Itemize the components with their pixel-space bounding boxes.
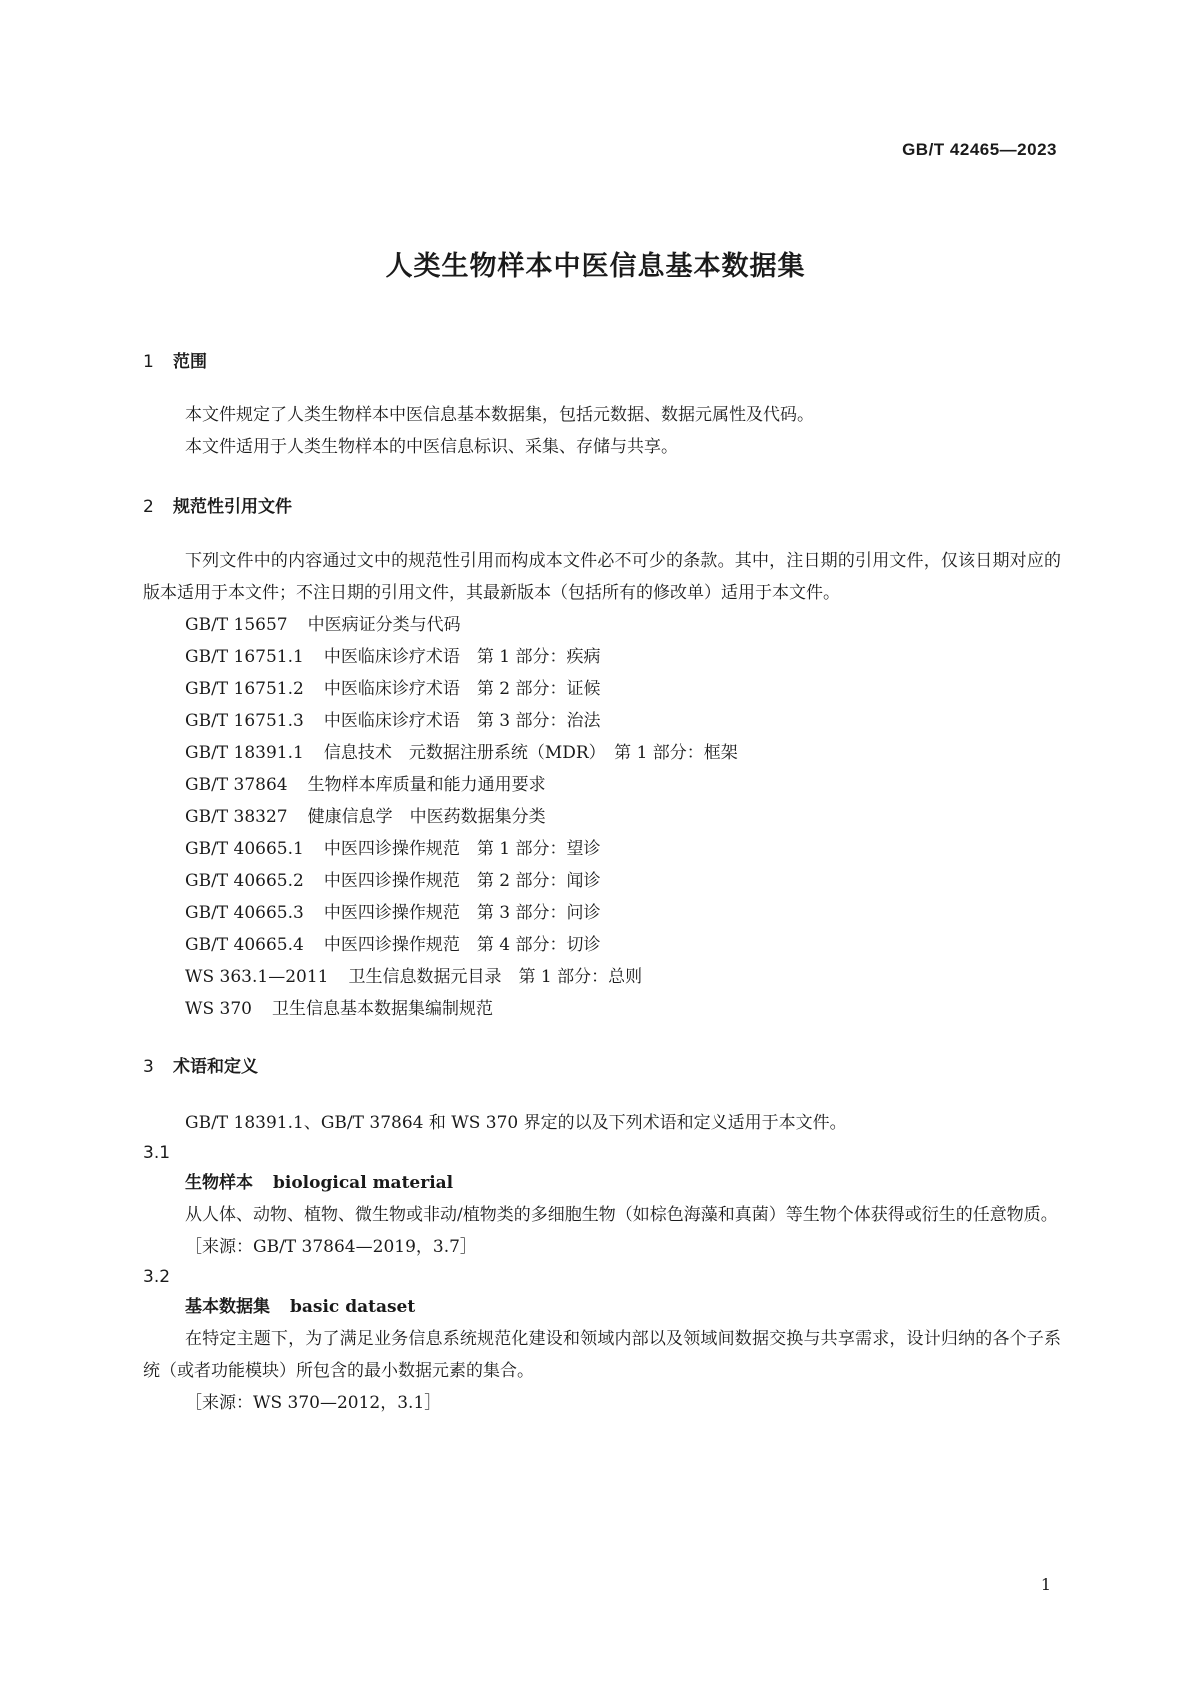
reference-code: GB/T 15657: [185, 615, 288, 635]
section-number: 1: [143, 352, 154, 372]
term-definition: 在特定主题下，为了满足业务信息系统规范化建设和领域内部以及领域间数据交换与共享需求，设计归纳的各个子系统（或者功能模块）所包含的最小数据元素的集合。: [143, 1329, 1061, 1381]
reference-item: [143, 641, 1061, 673]
reference-item: [143, 705, 1061, 737]
term-number: 3.2: [143, 1267, 171, 1287]
term-number: 3.1: [143, 1143, 171, 1163]
section-heading-scope: [143, 350, 1061, 374]
reference-title: 中医临床诊疗术语 第 3 部分：治法: [323, 711, 601, 731]
section-heading-normative: [143, 495, 1061, 519]
reference-title: 生物样本库质量和能力通用要求: [307, 775, 546, 795]
reference-code: GB/T 16751.2: [185, 679, 304, 699]
reference-title: 中医四诊操作规范 第 2 部分：闻诊: [323, 871, 601, 891]
reference-code: GB/T 16751.3: [185, 711, 304, 731]
reference-item: [143, 865, 1061, 897]
reference-item: [143, 897, 1061, 929]
reference-code: GB/T 40665.2: [185, 871, 304, 891]
reference-title: 中医临床诊疗术语 第 2 部分：证候: [323, 679, 601, 699]
term-chinese: 生物样本: [185, 1173, 253, 1193]
reference-code: GB/T 40665.3: [185, 903, 304, 923]
reference-code: GB/T 37864: [185, 775, 288, 795]
term-name: [143, 1291, 1061, 1323]
reference-code: GB/T 16751.1: [185, 647, 304, 667]
term-name: [143, 1167, 1061, 1199]
reference-title: 中医临床诊疗术语 第 1 部分：疾病: [323, 647, 601, 667]
normative-intro: 下列文件中的内容通过文中的规范性引用而构成本文件必不可少的条款。其中，注日期的引用文件，仅该日期对应的版本适用于本文件；不注日期的引用文件，其最新版本（包括所有的修改单）适用于本文件。: [143, 551, 1061, 603]
reference-item: [143, 609, 1061, 641]
term-english: biological material: [273, 1173, 454, 1193]
section-heading-terms: [143, 1055, 1061, 1079]
reference-title: 中医病证分类与代码: [307, 615, 461, 635]
document-body: [143, 350, 1061, 1419]
page-number: 1: [1040, 1575, 1051, 1594]
reference-code: GB/T 38327: [185, 807, 288, 827]
reference-item: [143, 929, 1061, 961]
section-title: 术语和定义: [173, 1057, 258, 1077]
term-chinese: 基本数据集: [185, 1297, 270, 1317]
reference-code: GB/T 40665.4: [185, 935, 304, 955]
scope-paragraph: 本文件规定了人类生物样本中医信息基本数据集，包括元数据、数据元属性及代码。: [185, 405, 814, 425]
reference-title: 中医四诊操作规范 第 4 部分：切诊: [323, 935, 601, 955]
reference-code: WS 363.1—2011: [185, 967, 329, 987]
reference-title: 中医四诊操作规范 第 3 部分：问诊: [323, 903, 601, 923]
reference-code: GB/T 40665.1: [185, 839, 304, 859]
section-number: 2: [143, 497, 154, 517]
terms-intro: GB/T 18391.1、GB/T 37864 和 WS 370 界定的以及下列术语和定义适用于本文件。: [185, 1113, 847, 1133]
term-definition: 从人体、动物、植物、微生物或非动/植物类的多细胞生物（如棕色海藻和真菌）等生物个体获得或衍生的任意物质。: [185, 1205, 1058, 1225]
term-english: basic dataset: [290, 1297, 416, 1317]
reference-title: 中医四诊操作规范 第 1 部分：望诊: [323, 839, 601, 859]
scope-paragraph: 本文件适用于人类生物样本的中医信息标识、采集、存储与共享。: [185, 437, 678, 457]
reference-item: [143, 737, 1061, 769]
reference-title: 卫生信息数据元目录 第 1 部分：总则: [348, 967, 643, 987]
term-source: ［来源：GB/T 37864—2019，3.7］: [185, 1237, 477, 1257]
reference-title: 健康信息学 中医药数据集分类: [307, 807, 546, 827]
reference-item: [143, 993, 1061, 1025]
term-source: ［来源：WS 370—2012，3.1］: [185, 1393, 442, 1413]
document-title: 人类生物样本中医信息基本数据集: [385, 251, 806, 282]
reference-item: [143, 769, 1061, 801]
reference-list: [143, 609, 1061, 1025]
reference-item: [143, 961, 1061, 993]
reference-title: 卫生信息基本数据集编制规范: [271, 999, 493, 1019]
reference-item: [143, 673, 1061, 705]
reference-item: [143, 801, 1061, 833]
reference-code: GB/T 18391.1: [185, 743, 304, 763]
standard-number: GB/T 42465—2023: [902, 140, 1057, 159]
section-title: 规范性引用文件: [173, 497, 292, 517]
reference-code: WS 370: [185, 999, 252, 1019]
reference-item: [143, 833, 1061, 865]
section-title: 范围: [173, 352, 207, 372]
reference-title: 信息技术 元数据注册系统（MDR） 第 1 部分：框架: [323, 743, 738, 763]
section-number: 3: [143, 1057, 154, 1077]
